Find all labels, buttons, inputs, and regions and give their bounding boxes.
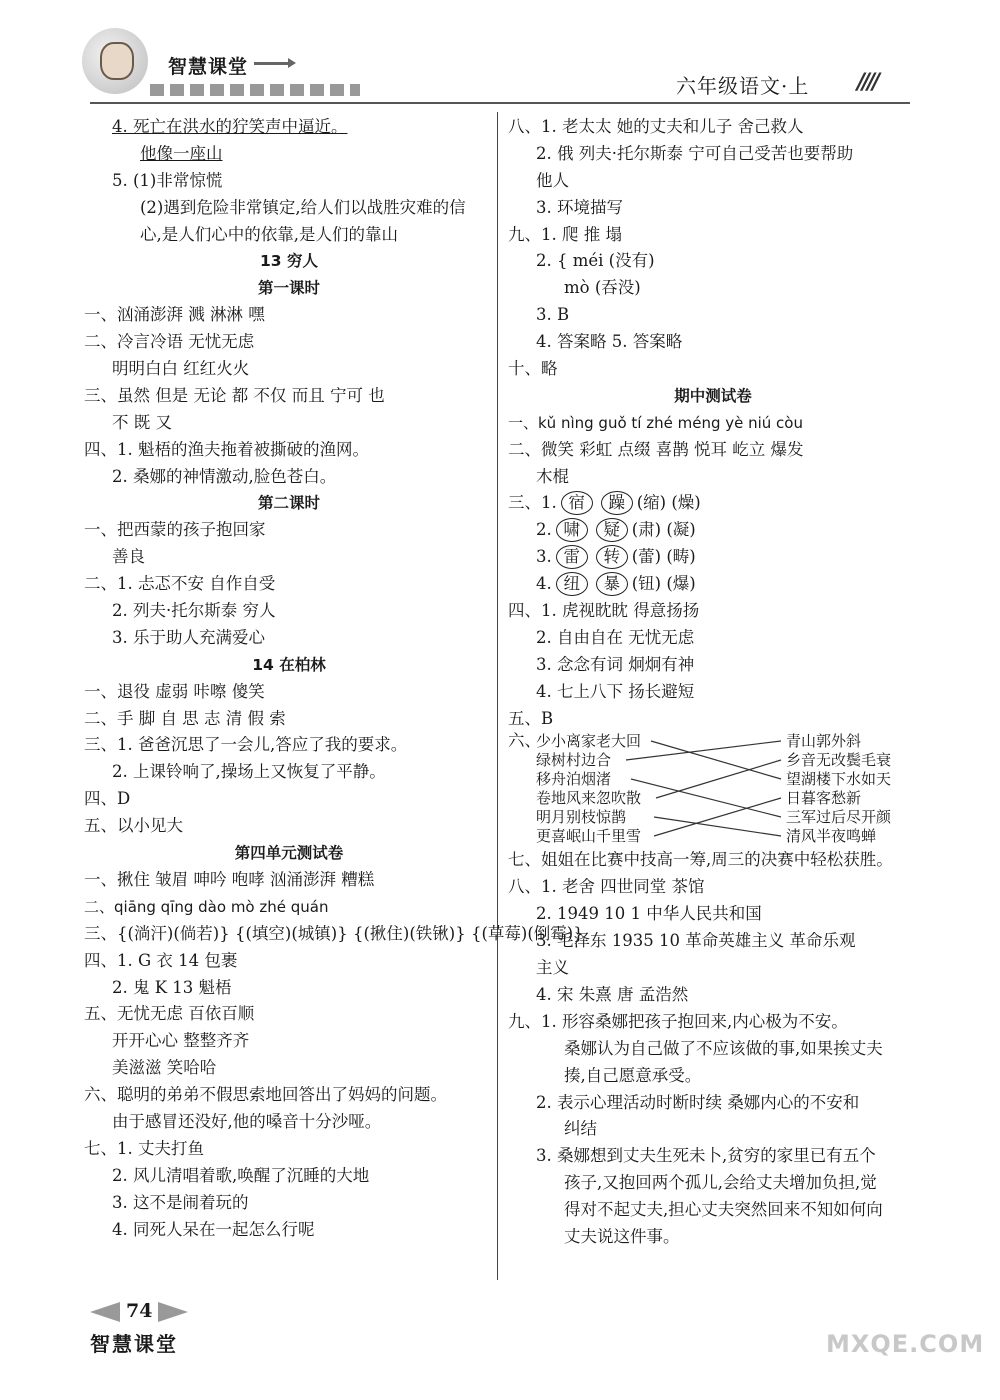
answer-line [508,1143,918,1170]
answer-text: 第四单元测试卷 [234,844,344,863]
answer-line [84,517,494,544]
logo-girl-icon [100,42,134,80]
answer-text: 5. (1)非常惊慌 [112,170,223,190]
bracket-chars: (钮) (爆) [631,574,696,594]
answer-line [508,517,918,544]
answer-line [508,464,918,491]
answer-text: 3. B [536,305,570,325]
poem-line-left: 移舟泊烟渚 [536,770,612,789]
answer-line [84,168,494,195]
answer-text: 九、1. 爬 推 塌 [508,224,622,244]
poem-line-right: 清风半夜鸣蝉 [786,827,877,846]
answer-line [508,1170,918,1197]
answer-line [84,141,494,168]
watermark: MXQE.COM [826,1330,985,1358]
answer-text: 期中测试卷 [674,386,752,405]
answer-text: 3. 念念有词 炯炯有神 [536,654,695,674]
answer-text: 三、{(淌汗)(倘若)} {(填空)(城镇)} {(揪住)(铁锹)} {(草莓)(倒霉)} [84,923,584,943]
answer-text: 2. 上课铃响了,操场上又恢复了平静。 [112,762,386,782]
answer-line [508,222,918,249]
answer-text: 4. 七上八下 扬长避短 [536,681,695,701]
answer-text: 六、聪明的弟弟不假思索地回答出了妈妈的问题。 [84,1085,447,1105]
answer-line [508,1224,918,1251]
answer-line [508,437,918,464]
answer-line [508,652,918,679]
answer-text: 八、1. 老舍 四世同堂 茶馆 [508,877,705,897]
answer-text: 2. 自由自在 无忧无虑 [536,627,695,647]
answer-line [508,544,918,571]
circled-char: 啸 [556,518,588,542]
answer-line [84,732,494,759]
poem-matching-exercise [508,731,918,847]
poem-line-left: 更喜岷山千里雪 [536,827,642,846]
answer-line [84,275,494,302]
answer-text: 善良 [112,547,145,567]
answer-line [508,329,918,356]
answer-text: 13 穷人 [260,252,318,271]
answer-text: 丈夫说这件事。 [564,1226,680,1246]
answer-text: 得对不起丈夫,担心丈夫突然回来不知如何向 [564,1200,883,1220]
answer-line [84,867,494,894]
bracket-chars: (缩) (燥) [636,493,701,513]
answer-line [84,114,494,141]
answer-text: (2)遇到危险非常镇定,给人们以战胜灾难的信 [140,197,466,217]
poem-line-left: 明月别枝惊鹊 [536,808,627,827]
answer-text: 2. { méi (没有) [536,251,655,271]
answer-line [508,1036,918,1063]
answer-line [84,195,494,222]
item-number: 4. [536,574,552,594]
answer-line [84,840,494,867]
answer-text: 2. 鬼 K 13 魁梧 [112,977,232,997]
footer-brand: 智慧课堂 [90,1332,178,1356]
answer-text: 四、1. 虎视眈眈 得意扬扬 [508,601,700,621]
answer-line [84,1082,494,1109]
item-number: 三、1. [508,493,557,513]
answer-text: 3. 环境描写 [536,197,623,217]
poem-line-right: 望湖楼下水如天 [786,770,892,789]
answer-text: mò (吞没) [564,278,641,298]
answer-text: 一、kǔ nìng guǒ tí zhé méng yè niú còu [508,413,803,432]
answer-text: 14 在柏林 [252,655,326,674]
answer-text: 八、1. 老太太 她的丈夫和儿子 舍己救人 [508,117,804,136]
answer-line [84,625,494,652]
answer-text: 4. 死亡在洪水的狞笑声中逼近。 [112,117,348,136]
answer-line [508,1063,918,1090]
circled-char: 纽 [556,572,588,596]
answer-line [84,490,494,517]
answer-text: 一、把西蒙的孩子抱回家 [84,520,266,540]
answer-line [508,982,918,1009]
answer-text: 九、1. 形容桑娜把孩子抱回来,内心极为不安。 [508,1011,848,1031]
answer-line [508,706,918,733]
answer-line [508,625,918,652]
answer-text: 五、无忧无虑 百依百顺 [84,1004,255,1024]
bracket-chars: (肃) (凝) [631,520,696,540]
answer-text: 不 既 又 [112,412,172,432]
answer-line [508,901,918,928]
answer-text: 木棍 [536,466,569,486]
answer-line [508,356,918,383]
answer-text: 三、1. 爸爸沉思了一会儿,答应了我的要求。 [84,735,408,755]
header-title: 六年级语文·上 [676,74,810,98]
answer-text: 桑娜认为自己做了不应该做的事,如果挨丈夫 [564,1038,883,1058]
answer-line [508,490,918,517]
answer-text: 四、D [84,789,131,809]
item-number: 2. [536,520,552,540]
answer-text: 3. 这不是闹着玩的 [112,1192,249,1212]
poem-line-right: 乡音无改鬓毛衰 [786,751,892,770]
answer-line [84,1109,494,1136]
answer-text: 美滋滋 笑哈哈 [112,1058,217,1078]
answer-line [84,464,494,491]
answer-line [508,955,918,982]
header-rule [90,102,910,104]
answer-text: 3. 毛泽东 1935 10 革命英雄主义 革命乐观 [536,931,856,951]
answer-line [84,786,494,813]
answer-text: 一、退役 虚弱 咔嚓 傻笑 [84,681,265,701]
answer-line [84,813,494,840]
answer-line [508,928,918,955]
answer-text: 七、1. 丈夫打鱼 [84,1138,204,1158]
answer-line [84,437,494,464]
header-brand: 智慧课堂 [168,56,249,78]
answer-text: 二、qiāng qīng dào mò zhé quán [84,897,329,916]
answer-line [508,571,918,598]
footer-arrow-left-icon [90,1302,120,1322]
header-slashes: //// [857,70,878,95]
answer-line [84,1028,494,1055]
answer-line [84,222,494,249]
answer-line [84,356,494,383]
answer-line [508,1009,918,1036]
footer-arrow-right-icon [158,1302,188,1322]
answer-text: 二、冷言冷语 无忧无虑 [84,332,255,352]
answer-text: 一、汹涌澎湃 溅 淋淋 嘿 [84,305,265,325]
bracket-chars: (蕾) (畴) [631,547,696,567]
answer-text: 由于感冒还没好,他的嗓音十分沙哑。 [112,1111,382,1131]
answer-text: 第一课时 [257,279,320,298]
answer-line [84,302,494,329]
answer-line [508,302,918,329]
answer-line [508,679,918,706]
answer-text: 2. 1949 10 1 中华人民共和国 [536,904,762,924]
answer-line [84,921,584,948]
answer-line [84,1163,494,1190]
answer-text: 3. 桑娜想到丈夫生死未卜,贫穷的家里已有五个 [536,1146,876,1166]
answer-line [84,1190,494,1217]
answer-text: 他人 [536,170,569,190]
answer-line [84,383,494,410]
answer-line [84,410,494,437]
circled-char: 宿 [561,491,593,515]
poem-line-left: 绿树村边合 [536,751,612,770]
answer-line [84,598,494,625]
poem-line-left: 卷地风来忽吹散 [536,789,642,808]
answer-text: 五、B [508,708,554,728]
circled-char: 疑 [596,518,628,542]
circled-char: 转 [596,545,628,569]
answer-line [508,168,918,195]
answer-line [508,874,918,901]
answer-text: 2. 表示心理活动时断时续 桑娜内心的不安和 [536,1092,860,1112]
answer-text: 一、揪住 皱眉 呻吟 咆哮 汹涌澎湃 糟糕 [84,869,375,889]
page-header [0,0,1000,110]
answer-line [508,141,918,168]
answer-line [508,1116,918,1143]
answer-line [508,248,918,275]
answer-line [508,195,918,222]
answer-text: 三、虽然 但是 无论 都 不仅 而且 宁可 也 [84,385,385,405]
answer-line [84,1217,494,1244]
answer-line [84,248,494,275]
answer-line [84,759,494,786]
poem-line-right: 青山郭外斜 [786,732,862,751]
answer-text: 明明白白 红红火火 [112,359,250,379]
circled-char: 暴 [596,572,628,596]
answer-text: 纠结 [564,1119,597,1139]
poem-line-right: 日暮客愁新 [786,789,862,808]
answer-line [84,679,494,706]
answer-text: 二、手 脚 自 思 志 清 假 索 [84,708,286,728]
answer-text: 开开心心 整整齐齐 [112,1031,250,1051]
answer-text: 3. 乐于助人充满爱心 [112,627,265,647]
answer-line [84,1001,494,1028]
answer-text: 2. 列夫·托尔斯泰 穷人 [112,601,276,621]
answer-line [508,1090,918,1117]
page-number: 74 [126,1300,153,1322]
answer-line [84,571,494,598]
answer-line [508,410,918,437]
answer-line [84,652,494,679]
poem-line-left: 少小离家老大回 [536,732,642,751]
answer-text: 七、姐姐在比赛中技高一筹,周三的决赛中轻松获胜。 [508,850,893,870]
poem-line-right: 三军过后尽开颜 [786,808,892,827]
answer-line [508,383,918,410]
header-decor-bar [150,84,360,96]
answer-line [84,975,494,1002]
answer-text: 揍,自己愿意承受。 [564,1065,702,1085]
answer-text: 二、微笑 彩虹 点缀 喜鹊 悦耳 屹立 爆发 [508,439,804,459]
answer-line [508,847,918,874]
arrow-icon [254,62,290,65]
answer-line [84,544,494,571]
answer-text: 二、1. 忐忑不安 自作自受 [84,574,276,594]
item-number: 3. [536,547,552,567]
answer-text: 五、以小见大 [84,816,183,836]
right-column [508,114,918,1251]
answer-text: 2. 风儿清唱着歌,唤醒了沉睡的大地 [112,1165,370,1185]
matching-label: 六、 [508,731,541,751]
answer-line [84,894,494,921]
answer-text: 4. 同死人呆在一起怎么行呢 [112,1219,315,1239]
column-divider [497,112,498,1280]
answer-text: 心,是人们心中的依靠,是人们的靠山 [140,224,398,244]
answer-line [84,1055,494,1082]
answer-line [84,948,494,975]
circled-char: 躁 [601,491,633,515]
answer-text: 2. 俄 列夫·托尔斯泰 宁可自己受苦也要帮助 [536,143,854,163]
answer-line [84,706,494,733]
answer-line [508,1197,918,1224]
answer-line [84,1136,494,1163]
answer-text: 2. 桑娜的神情激动,脸色苍白。 [112,466,337,486]
answer-line [508,114,918,141]
answer-text: 孩子,又抱回两个孤儿,会给丈夫增加负担,觉 [564,1173,877,1193]
circled-char: 雷 [556,545,588,569]
answer-text: 4. 答案略 5. 答案略 [536,332,683,352]
answer-text: 四、1. 魁梧的渔夫拖着被撕破的渔网。 [84,439,369,459]
answer-text: 主义 [536,958,569,978]
answer-text: 第二课时 [257,494,320,513]
answer-text: 4. 宋 朱熹 唐 孟浩然 [536,984,689,1004]
answer-text: 他像一座山 [140,143,223,163]
answer-line [84,329,494,356]
answer-text: 十、略 [508,359,558,379]
answer-line [508,598,918,625]
answer-line [508,275,918,302]
answer-text: 四、1. G 衣 14 包裹 [84,950,238,970]
